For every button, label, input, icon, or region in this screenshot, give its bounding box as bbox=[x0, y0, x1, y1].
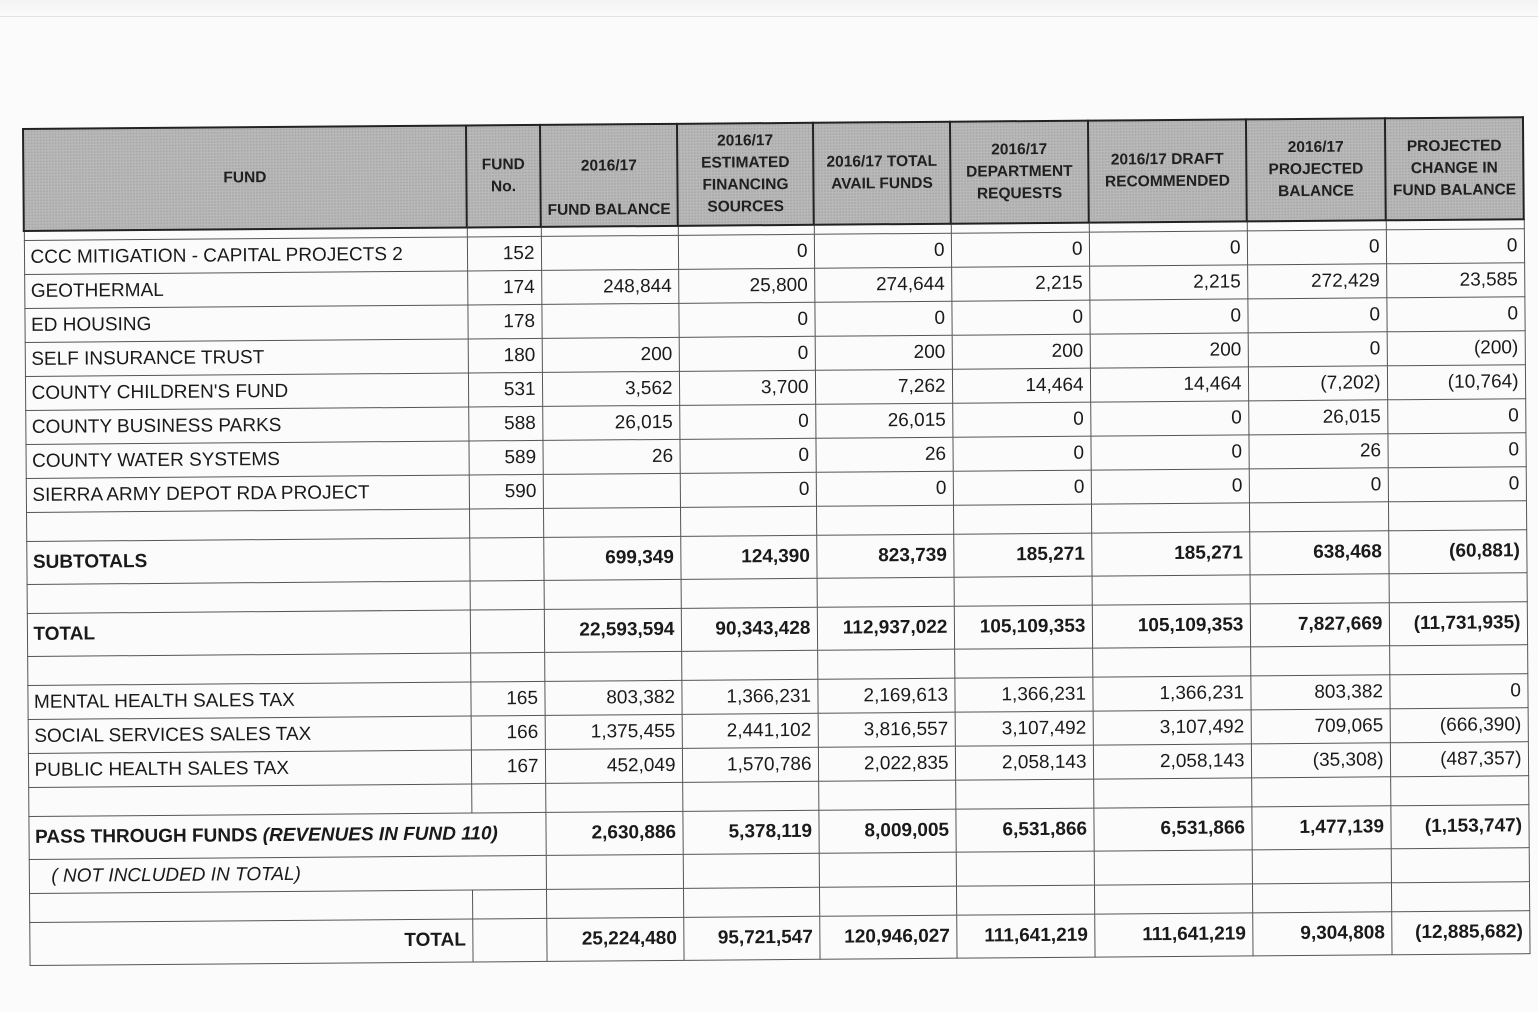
value-cell: 112,937,022 bbox=[817, 606, 954, 650]
blank-cell bbox=[1390, 776, 1528, 806]
blank-cell bbox=[467, 227, 541, 237]
blank-cell bbox=[955, 779, 1093, 809]
blank-cell bbox=[953, 504, 1091, 534]
value-cell: 1,366,231 bbox=[1092, 676, 1250, 711]
value-cell: 0 bbox=[1090, 401, 1248, 436]
value-cell: 1,570,786 bbox=[682, 747, 818, 782]
blank-cell bbox=[1389, 573, 1527, 603]
value-cell bbox=[541, 303, 678, 338]
value-cell: 0 bbox=[679, 438, 815, 473]
value-cell: 7,827,669 bbox=[1250, 603, 1389, 647]
value-cell bbox=[543, 473, 680, 508]
value-cell: 638,468 bbox=[1249, 531, 1388, 575]
blank-cell bbox=[1389, 645, 1527, 675]
value-cell: 0 bbox=[951, 232, 1089, 267]
value-cell: 0 bbox=[814, 301, 951, 336]
value-cell: 803,382 bbox=[1250, 675, 1389, 710]
value-cell: 185,271 bbox=[1091, 532, 1249, 576]
blank-cell bbox=[1249, 502, 1388, 532]
fund-balance-document bbox=[22, 116, 1529, 966]
value-cell: 452,049 bbox=[545, 748, 682, 783]
blank-cell bbox=[27, 581, 470, 613]
fund-number: 590 bbox=[469, 474, 543, 509]
fund-name: COUNTY WATER SYSTEMS bbox=[25, 441, 468, 478]
header-dept-requests: 2016/17 DEPARTMENT REQUESTS bbox=[950, 121, 1089, 224]
fund-balance-table bbox=[22, 116, 1531, 966]
pass-through-source: (REVENUES IN FUND 110) bbox=[262, 823, 498, 847]
blank-cell bbox=[546, 888, 683, 918]
value-cell: 6,531,866 bbox=[1093, 807, 1251, 851]
value-cell: 3,107,492 bbox=[1093, 710, 1251, 745]
subtotals-row-label: SUBTOTALS bbox=[26, 538, 469, 584]
blank-cell bbox=[1252, 849, 1391, 884]
value-cell: 14,464 bbox=[1090, 367, 1248, 402]
blank-cell bbox=[954, 648, 1092, 678]
blank-cell bbox=[818, 780, 955, 810]
value-cell: 26,015 bbox=[1248, 400, 1387, 435]
value-cell: 105,109,353 bbox=[1092, 604, 1250, 648]
blank-cell bbox=[29, 890, 472, 922]
value-cell: 0 bbox=[1386, 297, 1524, 332]
pass-through-label bbox=[28, 812, 545, 859]
header-est-financing: 2016/17 ESTIMATED FINANCING SOURCES bbox=[677, 123, 814, 226]
value-cell: 0 bbox=[1090, 435, 1248, 470]
header-projected-balance: 2016/17 PROJECTED BALANCE bbox=[1246, 118, 1386, 221]
header-fund-balance-label: FUND BALANCE bbox=[547, 200, 671, 219]
value-cell: 105,109,353 bbox=[954, 605, 1092, 649]
blank-cell bbox=[545, 782, 682, 812]
value-cell: 25,800 bbox=[678, 268, 814, 303]
value-cell: 14,464 bbox=[952, 368, 1090, 403]
value-cell: 26 bbox=[542, 439, 679, 474]
value-cell: 0 bbox=[1091, 469, 1249, 504]
fund-name: ED HOUSING bbox=[24, 305, 467, 342]
blank-cell bbox=[470, 580, 544, 610]
blank-cell bbox=[1094, 850, 1252, 885]
blank-cell bbox=[681, 578, 817, 608]
value-cell: (12,885,682) bbox=[1391, 911, 1529, 955]
value-cell: 95,721,547 bbox=[683, 916, 819, 960]
value-cell: 0 bbox=[952, 436, 1090, 471]
value-cell: 26 bbox=[1248, 434, 1387, 469]
header-fund-balance-year: 2016/17 bbox=[580, 157, 637, 175]
blank-cell bbox=[544, 579, 681, 609]
value-cell: 22,593,594 bbox=[544, 608, 681, 652]
fund-number: 165 bbox=[470, 681, 544, 716]
value-cell: 0 bbox=[1387, 399, 1525, 434]
total-row-label: TOTAL bbox=[27, 610, 470, 656]
value-cell: 26,015 bbox=[542, 405, 679, 440]
value-cell: 2,022,835 bbox=[818, 746, 955, 781]
value-cell: (487,357) bbox=[1390, 742, 1528, 777]
value-cell: 0 bbox=[679, 336, 815, 371]
value-cell: 272,429 bbox=[1247, 264, 1386, 299]
value-cell: 0 bbox=[680, 472, 816, 507]
fund-number: 167 bbox=[471, 749, 545, 784]
blank-cell bbox=[544, 651, 681, 681]
value-cell: 111,641,219 bbox=[1094, 913, 1252, 957]
fund-number: 589 bbox=[468, 440, 542, 475]
value-cell: 1,375,455 bbox=[545, 714, 682, 749]
value-cell: 0 bbox=[678, 302, 814, 337]
fund-number bbox=[472, 918, 546, 962]
blank-cell bbox=[954, 576, 1092, 606]
fund-number: 166 bbox=[471, 715, 545, 750]
value-cell: 0 bbox=[1388, 467, 1526, 502]
value-cell: 6,531,866 bbox=[955, 808, 1093, 852]
value-cell: 0 bbox=[953, 470, 1091, 505]
blank-cell bbox=[471, 783, 545, 813]
blank-cell bbox=[956, 885, 1094, 915]
value-cell: 2,215 bbox=[1089, 265, 1247, 300]
value-cell: 200 bbox=[815, 335, 952, 370]
blank-cell bbox=[27, 653, 470, 685]
blank-cell bbox=[1092, 647, 1250, 677]
blank-cell bbox=[472, 889, 546, 919]
blank-cell bbox=[1092, 575, 1250, 605]
value-cell: 1,366,231 bbox=[681, 679, 817, 714]
fund-name: SELF INSURANCE TRUST bbox=[25, 339, 468, 376]
value-cell: 2,058,143 bbox=[955, 745, 1093, 780]
value-cell: 185,271 bbox=[953, 533, 1091, 577]
value-cell: 0 bbox=[1247, 298, 1386, 333]
value-cell: 803,382 bbox=[544, 680, 681, 715]
fund-name: CCC MITIGATION - CAPITAL PROJECTS 2 bbox=[24, 237, 467, 274]
value-cell: 111,641,219 bbox=[956, 914, 1094, 958]
value-cell: 2,441,102 bbox=[682, 713, 818, 748]
value-cell: 0 bbox=[1089, 231, 1247, 266]
value-cell: 2,058,143 bbox=[1093, 744, 1251, 779]
fund-name: SOCIAL SERVICES SALES TAX bbox=[28, 716, 471, 753]
value-cell: 699,349 bbox=[543, 536, 680, 580]
blank-cell bbox=[28, 784, 471, 816]
fund-number: 588 bbox=[468, 406, 542, 441]
value-cell: 0 bbox=[816, 471, 953, 506]
table-body bbox=[24, 219, 1530, 965]
value-cell: 26,015 bbox=[815, 403, 952, 438]
blank-cell bbox=[681, 650, 817, 680]
header-row bbox=[23, 117, 1524, 231]
blank-cell bbox=[817, 577, 954, 607]
value-cell bbox=[541, 235, 678, 270]
value-cell: 8,009,005 bbox=[818, 809, 955, 853]
value-cell: 9,304,808 bbox=[1252, 912, 1391, 956]
value-cell: 26 bbox=[815, 437, 952, 472]
value-cell: 90,343,428 bbox=[681, 607, 817, 651]
grand-total-label: TOTAL bbox=[29, 919, 472, 965]
value-cell: (1,153,747) bbox=[1390, 805, 1528, 849]
blank-cell bbox=[819, 886, 956, 916]
blank-cell bbox=[1391, 882, 1529, 912]
value-cell: 823,739 bbox=[816, 534, 953, 578]
value-cell: 0 bbox=[951, 300, 1089, 335]
value-cell: 0 bbox=[1387, 433, 1525, 468]
value-cell: 200 bbox=[542, 337, 679, 372]
value-cell: 200 bbox=[1090, 333, 1248, 368]
header-fund-no: FUND No. bbox=[466, 125, 541, 228]
blank-cell bbox=[817, 649, 954, 679]
blank-cell bbox=[1252, 883, 1391, 913]
value-cell: 3,700 bbox=[679, 370, 815, 405]
fund-name: PUBLIC HEALTH SALES TAX bbox=[28, 750, 471, 787]
blank-cell bbox=[1094, 884, 1252, 914]
blank-cell bbox=[469, 508, 543, 538]
header-total-avail: 2016/17 TOTAL AVAIL FUNDS bbox=[813, 122, 951, 225]
blank-cell bbox=[543, 507, 680, 537]
pass-through-note: ( NOT INCLUDED IN TOTAL) bbox=[29, 855, 546, 893]
value-cell: 2,215 bbox=[951, 266, 1089, 301]
value-cell: 3,107,492 bbox=[955, 711, 1093, 746]
blank-cell bbox=[26, 509, 469, 541]
value-cell: 0 bbox=[1089, 299, 1247, 334]
value-cell: 0 bbox=[952, 402, 1090, 437]
fund-number: 531 bbox=[468, 372, 542, 407]
value-cell: (11,731,935) bbox=[1389, 602, 1527, 646]
fund-number bbox=[469, 537, 543, 581]
blank-cell bbox=[816, 505, 953, 535]
value-cell: (200) bbox=[1387, 331, 1525, 366]
fund-number: 152 bbox=[467, 236, 541, 271]
value-cell: 0 bbox=[679, 404, 815, 439]
value-cell: 2,169,613 bbox=[817, 678, 954, 713]
blank-cell bbox=[956, 851, 1094, 886]
value-cell: 7,262 bbox=[815, 369, 952, 404]
blank-cell bbox=[470, 652, 544, 682]
value-cell: 5,378,119 bbox=[682, 810, 818, 854]
value-cell: (7,202) bbox=[1248, 366, 1387, 401]
fund-number bbox=[470, 609, 544, 653]
value-cell: (35,308) bbox=[1251, 743, 1390, 778]
value-cell: 0 bbox=[1389, 674, 1527, 709]
pass-through-title: PASS THROUGH FUNDS bbox=[34, 825, 258, 848]
blank-cell bbox=[680, 506, 816, 536]
fund-name: GEOTHERMAL bbox=[24, 271, 467, 308]
fund-number: 178 bbox=[467, 304, 541, 339]
blank-cell bbox=[1091, 503, 1249, 533]
value-cell: 124,390 bbox=[680, 535, 816, 579]
blank-cell bbox=[682, 781, 818, 811]
value-cell: 248,844 bbox=[541, 269, 678, 304]
blank-cell bbox=[1250, 574, 1389, 604]
fund-number: 180 bbox=[468, 338, 542, 373]
value-cell: (60,881) bbox=[1388, 530, 1526, 574]
blank-cell bbox=[1250, 646, 1389, 676]
blank-cell bbox=[683, 853, 819, 888]
value-cell: 25,224,480 bbox=[546, 917, 683, 961]
value-cell: 1,477,139 bbox=[1251, 806, 1390, 850]
value-cell: 709,065 bbox=[1251, 709, 1390, 744]
value-cell: 0 bbox=[678, 234, 814, 269]
value-cell: 23,585 bbox=[1386, 263, 1524, 298]
fund-name: COUNTY BUSINESS PARKS bbox=[25, 407, 468, 444]
value-cell: 1,366,231 bbox=[954, 677, 1092, 712]
fund-number: 174 bbox=[467, 270, 541, 305]
value-cell: 0 bbox=[814, 233, 951, 268]
fund-name: SIERRA ARMY DEPOT RDA PROJECT bbox=[26, 475, 469, 512]
blank-cell bbox=[546, 854, 683, 889]
blank-cell bbox=[1388, 501, 1526, 531]
blank-cell bbox=[1093, 778, 1251, 808]
value-cell: (10,764) bbox=[1387, 365, 1525, 400]
value-cell: 0 bbox=[1247, 230, 1386, 265]
value-cell: 274,644 bbox=[814, 267, 951, 302]
value-cell: 2,630,886 bbox=[545, 811, 682, 855]
header-projected-change: PROJECTED CHANGE IN FUND BALANCE bbox=[1385, 117, 1524, 220]
fund-name: COUNTY CHILDREN'S FUND bbox=[25, 373, 468, 410]
header-fund-balance bbox=[540, 124, 678, 227]
value-cell: 3,816,557 bbox=[818, 712, 955, 747]
value-cell: 0 bbox=[1248, 332, 1387, 367]
value-cell: 200 bbox=[952, 334, 1090, 369]
value-cell: (666,390) bbox=[1390, 708, 1528, 743]
scan-edge bbox=[0, 0, 1538, 17]
value-cell: 0 bbox=[1249, 468, 1388, 503]
header-draft-recommended: 2016/17 DRAFT RECOMMENDED bbox=[1088, 119, 1247, 222]
fund-name: MENTAL HEALTH SALES TAX bbox=[27, 682, 470, 719]
blank-cell bbox=[1251, 777, 1390, 807]
blank-cell bbox=[819, 852, 956, 887]
value-cell: 0 bbox=[1386, 229, 1524, 264]
blank-cell bbox=[683, 887, 819, 917]
value-cell: 3,562 bbox=[542, 371, 679, 406]
header-fund: FUND bbox=[23, 126, 467, 231]
value-cell: 120,946,027 bbox=[819, 915, 956, 959]
blank-cell bbox=[1391, 848, 1529, 883]
